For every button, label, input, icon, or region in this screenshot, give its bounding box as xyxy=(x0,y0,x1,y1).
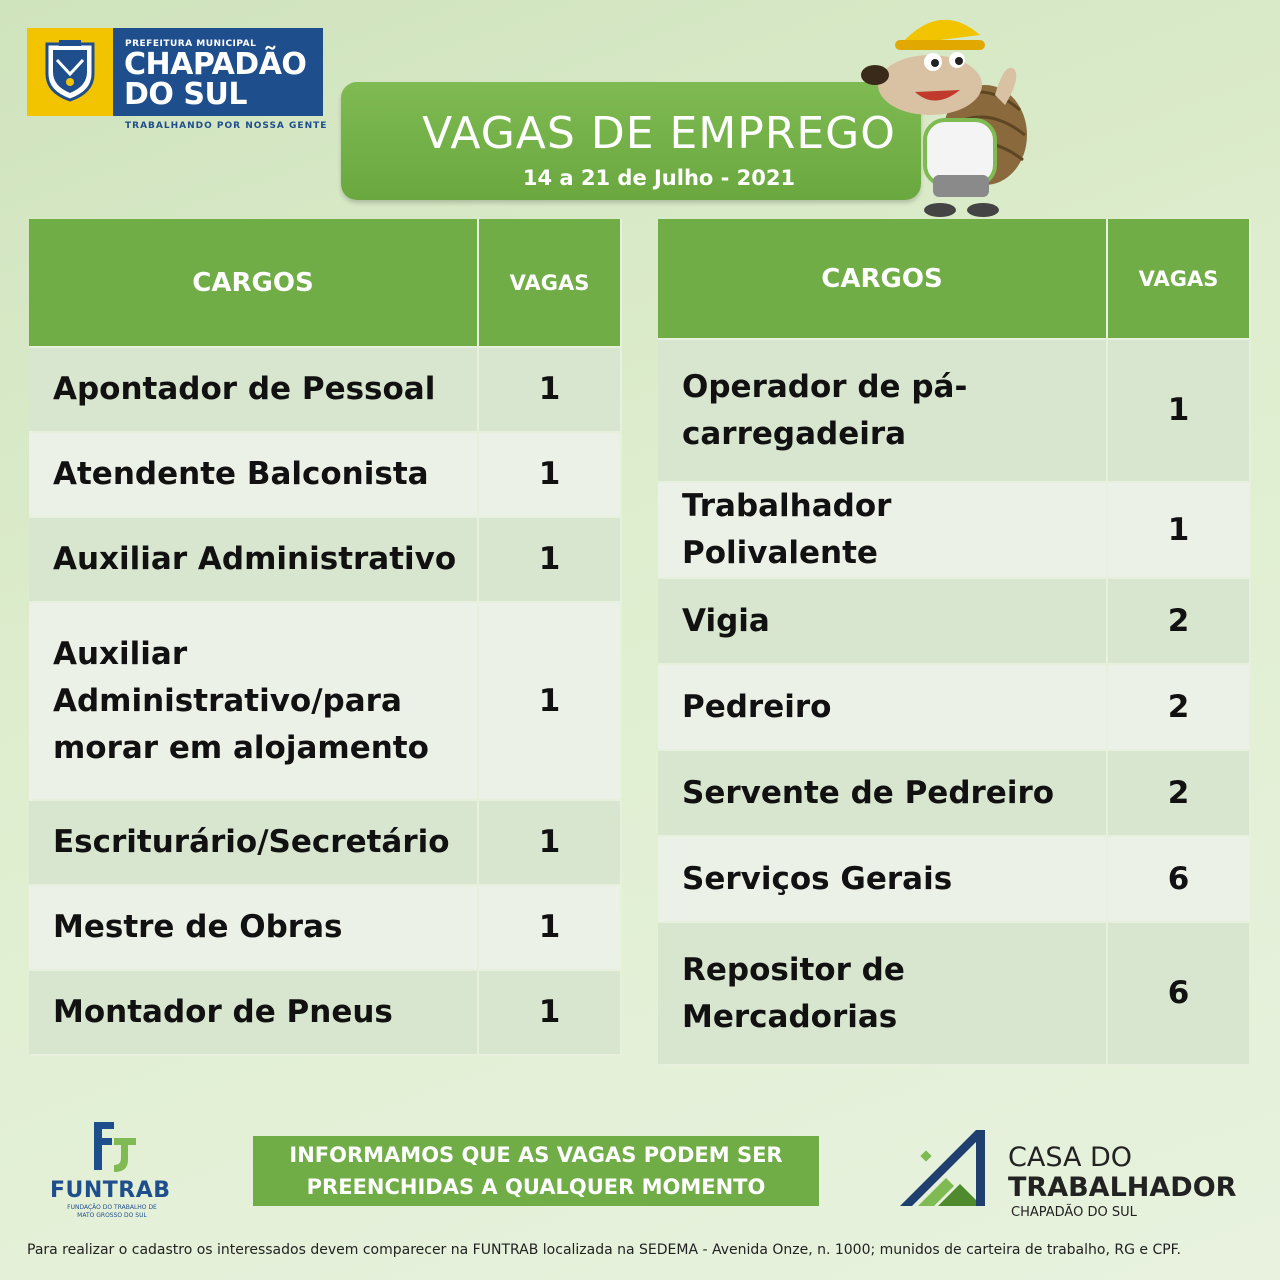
left-jobs-table xyxy=(29,219,622,1056)
armadillo-mascot-icon xyxy=(855,0,1030,220)
left-header-vagas: VAGAS xyxy=(478,219,621,347)
prefeitura-logo xyxy=(27,28,323,116)
job-vacancies: 2 xyxy=(1107,664,1250,750)
job-title: Vigia xyxy=(658,578,1107,664)
job-vacancies: 1 xyxy=(478,970,621,1055)
table-row xyxy=(658,664,1250,750)
right-header-vagas: VAGAS xyxy=(1107,219,1250,339)
job-title: Montador de Pneus xyxy=(29,970,478,1055)
page-title: VAGAS DE EMPREGO xyxy=(422,108,896,159)
job-vacancies: 6 xyxy=(1107,836,1250,922)
title-banner xyxy=(341,82,921,200)
notice-box xyxy=(253,1136,819,1206)
job-vacancies: 1 xyxy=(1107,339,1250,482)
job-vacancies: 1 xyxy=(478,885,621,970)
casa-line3: CHAPADÃO DO SUL xyxy=(1011,1205,1137,1220)
footer-instructions: Para realizar o cadastro os interessados devem comparecer na FUNTRAB localizada na SEDEMA - Avenida Onze, n. 1000; munidos de carteira de trabalho, RG e CPF. xyxy=(27,1242,1181,1258)
job-vacancies: 1 xyxy=(1107,482,1250,578)
table-row xyxy=(29,800,621,885)
job-title: Operador de pá-carregadeira xyxy=(658,339,1107,482)
casa-do-trabalhador-logo xyxy=(898,1126,1238,1226)
logo-city-name xyxy=(124,47,307,112)
right-header-cargos: CARGOS xyxy=(658,219,1107,339)
job-vacancies: 2 xyxy=(1107,578,1250,664)
job-vacancies: 6 xyxy=(1107,922,1250,1065)
job-vacancies: 2 xyxy=(1107,750,1250,836)
job-title: Atendente Balconista xyxy=(29,432,478,517)
job-title: Serviços Gerais xyxy=(658,836,1107,922)
house-roof-icon xyxy=(898,1126,1008,1210)
job-title: Repositor de Mercadorias xyxy=(658,922,1107,1065)
job-title: Mestre de Obras xyxy=(29,885,478,970)
table-row xyxy=(29,432,621,517)
job-vacancies: 1 xyxy=(478,432,621,517)
table-row xyxy=(658,578,1250,664)
logo-line2: DO SUL xyxy=(124,77,247,112)
casa-line2: TRABALHADOR xyxy=(1008,1172,1237,1203)
job-title: Escriturário/Secretário xyxy=(29,800,478,885)
table-row xyxy=(658,922,1250,1065)
city-crest-icon xyxy=(41,40,99,102)
job-vacancies: 1 xyxy=(478,347,621,432)
job-title: Pedreiro xyxy=(658,664,1107,750)
table-row xyxy=(29,602,621,800)
table-row xyxy=(658,482,1250,578)
notice-line1: INFORMAMOS QUE AS VAGAS PODEM SER xyxy=(289,1143,783,1167)
job-title: Auxiliar Administrativo/para morar em alojamento xyxy=(29,602,478,800)
funtrab-subtitle: FUNDAÇÃO DO TRABALHO DE MATO GROSSO DO SUL xyxy=(67,1204,157,1219)
left-header-cargos: CARGOS xyxy=(29,219,478,347)
logo-small-text: PREFEITURA MUNICIPAL xyxy=(125,39,257,49)
table-row xyxy=(29,970,621,1055)
table-row xyxy=(658,836,1250,922)
notice-line2: PREENCHIDAS A QUALQUER MOMENTO xyxy=(306,1175,766,1199)
job-title: Trabalhador Polivalente xyxy=(658,482,1107,578)
table-row xyxy=(658,339,1250,482)
table-row xyxy=(29,347,621,432)
job-vacancies: 1 xyxy=(478,800,621,885)
table-row xyxy=(658,750,1250,836)
job-title: Auxiliar Administrativo xyxy=(29,517,478,602)
funtrab-name: FUNTRAB xyxy=(50,1178,171,1203)
funtrab-ft-icon xyxy=(84,1116,140,1176)
job-title: Apontador de Pessoal xyxy=(29,347,478,432)
logo-tagline: TRABALHANDO POR NOSSA GENTE xyxy=(125,121,328,131)
crest-background xyxy=(27,28,113,116)
table-row xyxy=(29,885,621,970)
casa-line1: CASA DO xyxy=(1008,1142,1133,1173)
job-title: Servente de Pedreiro xyxy=(658,750,1107,836)
date-range: 14 a 21 de Julho - 2021 xyxy=(522,166,796,190)
right-jobs-table xyxy=(658,219,1251,1066)
funtrab-logo xyxy=(44,1116,174,1226)
table-row xyxy=(29,517,621,602)
job-vacancies: 1 xyxy=(478,517,621,602)
job-vacancies: 1 xyxy=(478,602,621,800)
logo-line1: CHAPADÃO xyxy=(124,47,307,82)
